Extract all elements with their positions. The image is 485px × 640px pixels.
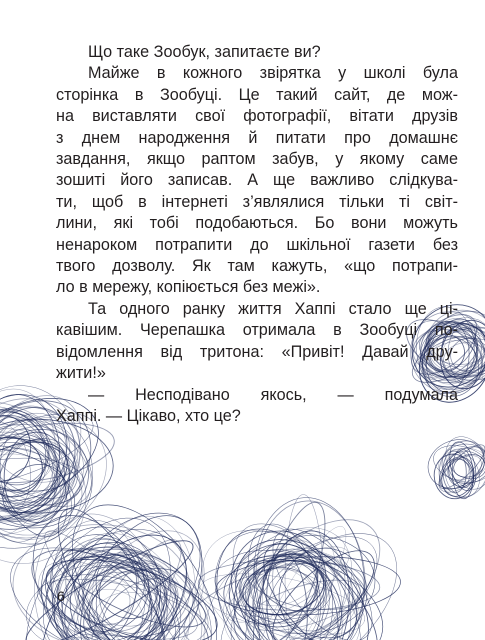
text-line: Хаппі. — Цікаво, хто це?	[56, 406, 241, 425]
scribble-stroke	[209, 536, 397, 640]
text-line: на виставляти свої фотографії, вітати друзів	[56, 107, 458, 126]
text-line: завдання, якщо раптом забув, у якому саме	[56, 150, 458, 169]
text-line: кавішим. Черепашка отримала в Зообуці по-	[56, 321, 458, 340]
text-line: з днем народження й питати про домашнє	[56, 128, 458, 147]
text-line: жити!»	[56, 364, 106, 383]
paragraph-1	[56, 42, 458, 63]
paragraph-4	[56, 385, 458, 428]
scribble-stroke	[34, 523, 198, 640]
text-line: ти, щоб в інтернеті з’являлися тільки ті світ-	[56, 192, 458, 211]
scribble-stroke	[0, 434, 85, 542]
page-number: 6	[57, 588, 65, 604]
text-line: ненароком потрапити до шкільної газети без	[56, 235, 458, 254]
scribble-stroke	[0, 404, 55, 500]
text-line: твого дозволу. Як там кажуть, «що потрапи-	[56, 257, 458, 276]
paragraph-2	[56, 63, 458, 298]
body-text	[56, 42, 458, 427]
text-line: — Несподівано якось, — подумала	[88, 385, 458, 404]
text-line: зошиті його записав. А ще важливо слідкува-	[56, 171, 458, 190]
text-line: відомлення від тритона: «Привіт! Давай дру-	[56, 342, 458, 361]
scribble-stroke	[451, 448, 474, 499]
scribble-stroke	[176, 500, 381, 640]
text-line: лини, які тобі подобаються. Бо вони можуть	[56, 214, 458, 233]
text-line: ло в мережу, копіюється без межі».	[56, 278, 321, 297]
paragraph-3	[56, 299, 458, 385]
text-line: Майже в кожного звірятка у школі була	[88, 64, 458, 83]
text-line: сторінка в Зообуці. Це такий сайт, де мож-	[56, 85, 458, 104]
text-line: Та одного ранку життя Хаппі стало ще ці-	[88, 299, 458, 318]
text-line: Що таке Зообук, запитаєте ви?	[88, 43, 321, 61]
